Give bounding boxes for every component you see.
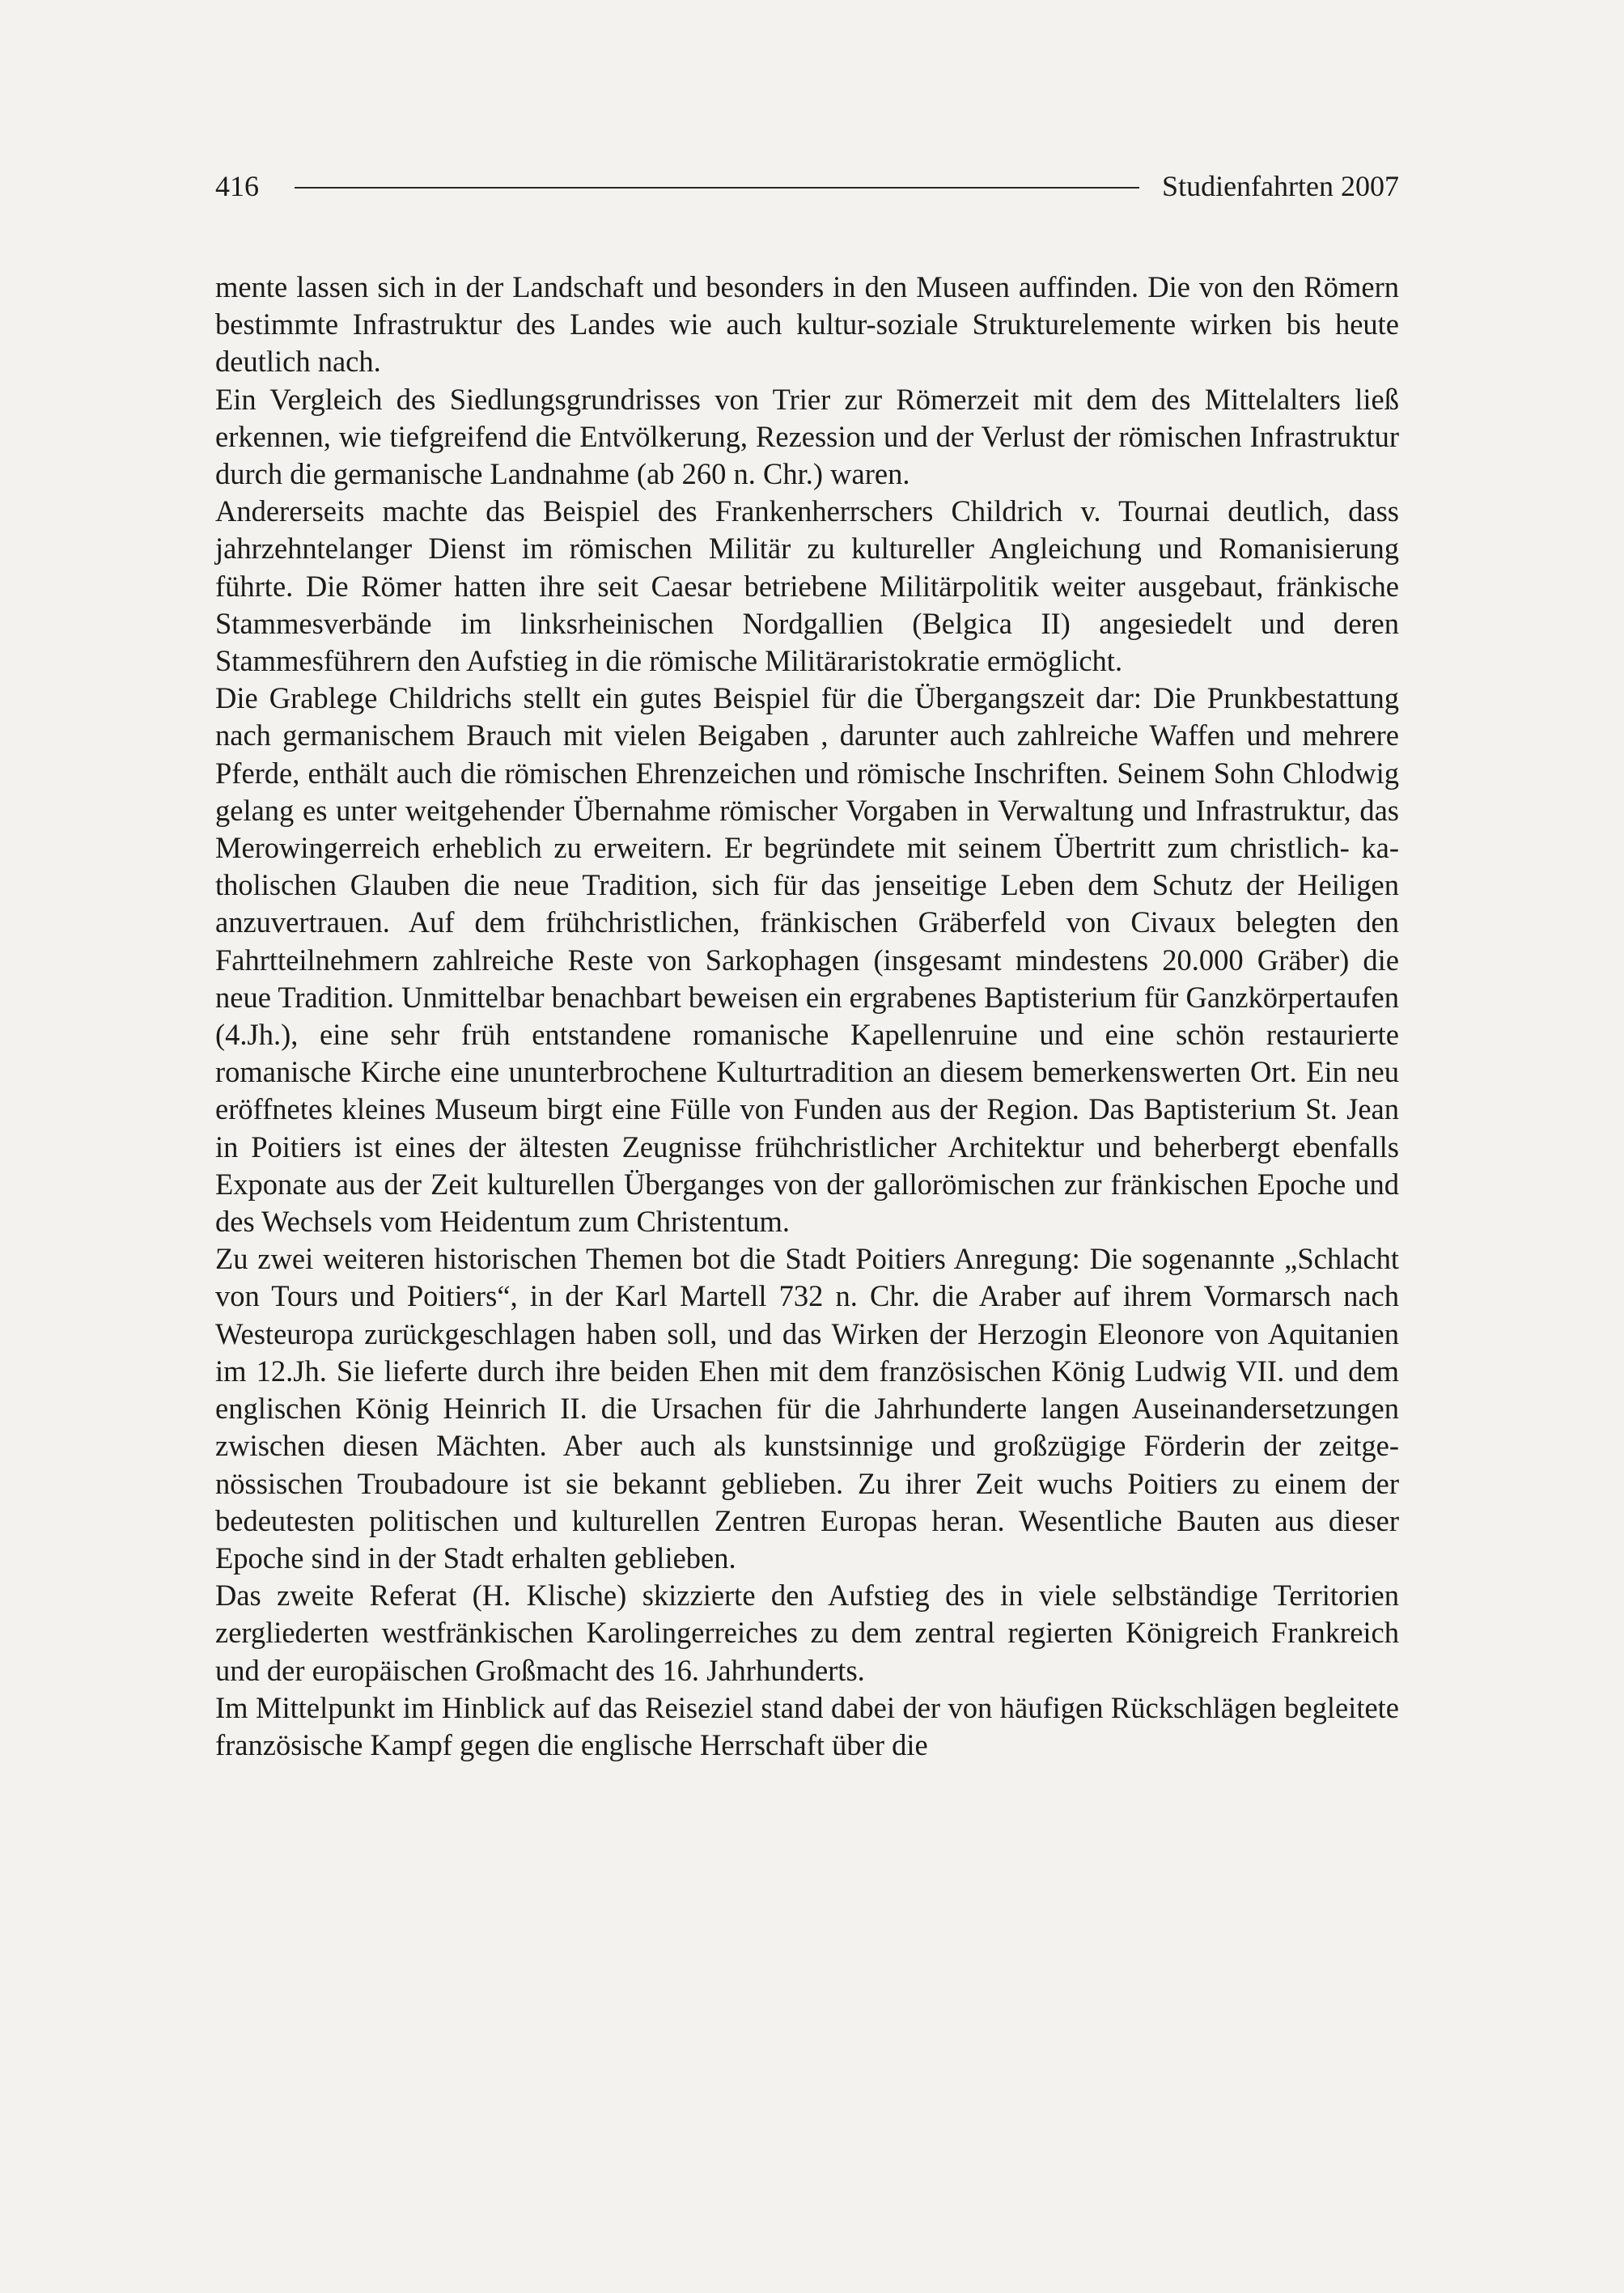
paragraph: Zu zwei weiteren historischen Themen bot die Stadt Poitiers Anregung: Die sogenannte „Schlacht von Tours und Poitiers“, in der Karl Martell 732 n. Chr. die Araber auf ihrem Vormarsch nach Westeuropa zurückgeschlagen haben soll, und das Wirken der Herzogin Eleonore von Aquitanien im 12.Jh. Sie lieferte durch ihre beiden Ehen mit dem französischen König Ludwig VII. und dem englischen König Heinrich II. die Ursachen für die Jahrhunderte langen Auseinandersetzungen zwischen diesen Mächten. Aber auch als kunstsinnige und großzügige Förderin der zeitgenössischen Troubadoure ist sie bekannt geblieben. Zu ihrer Zeit wuchs Poitiers zu einem der bedeutesten politischen und kulturellen Zentren Europas heran. Wesentliche Bauten aus dieser Epoche sind in der Stadt erhalten geblieben.	[215, 1242, 1399, 1575]
paragraph: Das zweite Referat (H. Klische) skizzierte den Aufstieg des in viele selbständige Territorien zergliederten westfränkischen Karolingerreiches zu dem zentral regierten Königreich Frankreich und der europäischen Großmacht des 16. Jahrhunderts.	[215, 1579, 1399, 1687]
paragraph: mente lassen sich in der Landschaft und besonders in den Museen auffinden. Die von den Römern bestimmte Infrastruktur des Landes wie auch kultur-soziale Strukturelemente wirken bis heute deutlich nach.	[215, 270, 1399, 379]
running-title: Studienfahrten 2007	[1162, 170, 1399, 202]
body-text	[215, 269, 1399, 1764]
paragraph: Die Grablege Childrichs stellt ein gutes Beispiel für die Übergangszeit dar: Die Prunkbestattung nach germanischem Brauch mit vielen Beigaben , darunter auch zahlreiche Waffen und mehrere Pferde, enthält auch die römischen Ehrenzeichen und römische Inschriften. Seinem Sohn Chlodwig gelang es unter weitgehender Übernahme römischer Vorgaben in Verwaltung und Infrastruktur, das Merowingerreich erheblich zu erweitern. Er begründete mit seinem Übertritt zum christlich- katholischen Glauben die neue Tradition, sich für das jenseitige Leben dem Schutz der Heiligen anzuvertrauen. Auf dem frühchristlichen, fränkischen Gräberfeld von Civaux belegten den Fahrtteilnehmern zahlreiche Reste von Sarkophagen (insgesamt mindestens 20.000 Gräber) die neue Tradition. Unmittelbar benachbart beweisen ein ergrabenes Baptisterium für Ganzkörpertaufen (4.Jh.), eine sehr früh entstandene romanische Kapellenruine und eine schön restaurierte romanische Kirche eine ununterbrochene Kulturtradition an diesem bemerkenswerten Ort. Ein neu eröffnetes kleines Museum birgt eine Fülle von Funden aus der Region. Das Baptisterium St. Jean in Poitiers ist eines der ältesten Zeugnisse frühchristlicher Architektur und beherbergt ebenfalls Exponate aus der Zeit kulturellen Überganges von der gallorömischen zur fränkischen Epoche und des Wechsels vom Heidentum zum Christentum.	[215, 681, 1399, 1239]
paragraph: Im Mittelpunkt im Hinblick auf das Reiseziel stand dabei der von häufigen Rückschlägen begleitete französische Kampf gegen die englische Herrschaft über die	[215, 1690, 1399, 1761]
paragraph: Ein Vergleich des Siedlungsgrundrisses von Trier zur Römerzeit mit dem des Mittelalters ließ erkennen, wie tiefgreifend die Entvölkerung, Rezession und der Verlust der römischen Infrastruktur durch die germanische Landnahme (ab 260 n. Chr.) waren.	[215, 382, 1399, 491]
paragraph: Andererseits machte das Beispiel des Frankenherrschers Childrich v. Tournai deutlich, dass jahrzehntelanger Dienst im römischen Militär zu kultureller Angleichung und Romanisierung führte. Die Römer hatten ihre seit Caesar betriebene Militärpolitik weiter ausgebaut, fränkische Stammesverbände im linksrheinischen Nordgallien (Belgica II) angesiedelt und deren Stammesführern den Aufstieg in die römische Militäraristokratie ermöglicht.	[215, 494, 1399, 678]
running-head	[215, 166, 1399, 206]
page-number: 416	[215, 170, 259, 202]
header-rule	[295, 187, 1139, 189]
